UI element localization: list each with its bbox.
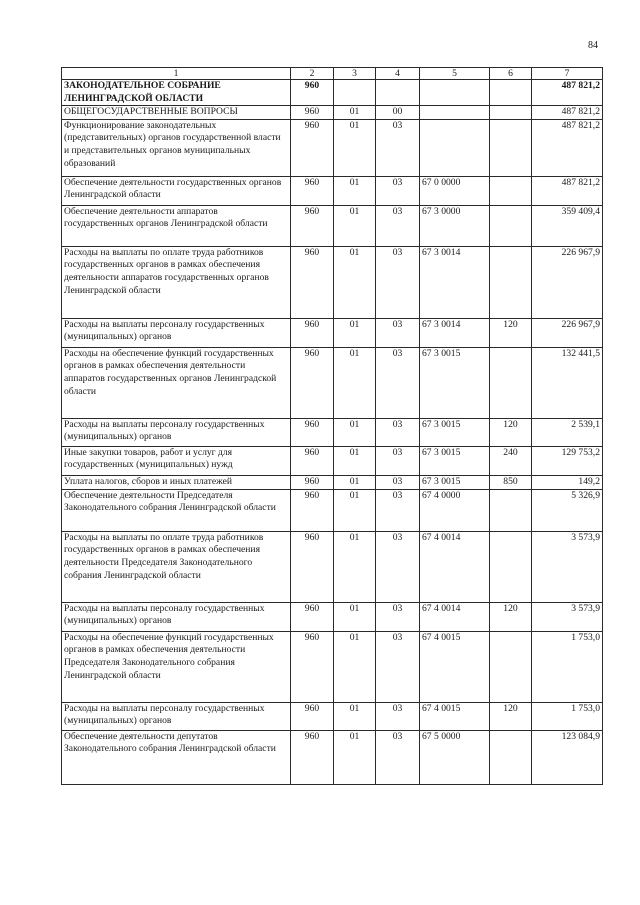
row-c7-cell: 123 084,9 bbox=[532, 730, 603, 784]
header-cell: 5 bbox=[420, 68, 490, 80]
row-c7-cell: 3 573,9 bbox=[532, 531, 603, 602]
row-c4-cell: 03 bbox=[376, 702, 420, 730]
row-c6-cell bbox=[490, 631, 532, 702]
row-c4-cell: 03 bbox=[376, 631, 420, 702]
row-name-cell: Обеспечение деятельности аппаратов государственных органов Ленинградской области bbox=[62, 205, 291, 246]
row-c6-cell: 120 bbox=[490, 702, 532, 730]
row-c4-cell: 03 bbox=[376, 446, 420, 475]
row-c5-cell: 67 4 0014 bbox=[420, 602, 490, 631]
row-c3-cell: 01 bbox=[334, 119, 376, 176]
row-c3-cell: 01 bbox=[334, 602, 376, 631]
row-c4-cell: 03 bbox=[376, 531, 420, 602]
row-c7-cell: 1 753,0 bbox=[532, 702, 603, 730]
row-c7-cell: 132 441,5 bbox=[532, 347, 603, 418]
row-c4-cell: 03 bbox=[376, 730, 420, 784]
row-c2-cell: 960 bbox=[291, 475, 334, 489]
row-name-cell: Расходы на выплаты по оплате труда работников государственных органов в рамках обеспечения деятельности Председателя Законодательного собрания Ленинградской области bbox=[62, 531, 291, 602]
table-row bbox=[62, 631, 603, 702]
row-c3-cell: 01 bbox=[334, 176, 376, 205]
row-name-cell: Иные закупки товаров, работ и услуг для государственных (муниципальных) нужд bbox=[62, 446, 291, 475]
row-c7-cell: 359 409,4 bbox=[532, 205, 603, 246]
row-c5-cell bbox=[420, 119, 490, 176]
row-name-cell: ЗАКОНОДАТЕЛЬНОЕ СОБРАНИЕ ЛЕНИНГРАДСКОЙ ОБЛАСТИ bbox=[62, 80, 291, 106]
row-c5-cell: 67 4 0000 bbox=[420, 489, 490, 531]
row-c7-cell: 129 753,2 bbox=[532, 446, 603, 475]
row-c3-cell: 01 bbox=[334, 205, 376, 246]
row-c2-cell: 960 bbox=[291, 730, 334, 784]
row-c5-cell: 67 5 0000 bbox=[420, 730, 490, 784]
row-c6-cell bbox=[490, 176, 532, 205]
row-c5-cell: 67 3 0015 bbox=[420, 418, 490, 446]
row-c3-cell: 01 bbox=[334, 631, 376, 702]
row-c2-cell: 960 bbox=[291, 446, 334, 475]
row-c4-cell: 03 bbox=[376, 475, 420, 489]
table-row bbox=[62, 119, 603, 176]
row-c6-cell bbox=[490, 246, 532, 318]
row-c7-cell: 1 753,0 bbox=[532, 631, 603, 702]
row-c4-cell: 03 bbox=[376, 347, 420, 418]
row-c7-cell: 226 967,9 bbox=[532, 246, 603, 318]
row-c3-cell bbox=[334, 80, 376, 106]
row-c5-cell: 67 3 0015 bbox=[420, 347, 490, 418]
table-row bbox=[62, 489, 603, 531]
row-c5-cell: 67 4 0014 bbox=[420, 531, 490, 602]
row-c7-cell: 5 326,9 bbox=[532, 489, 603, 531]
row-name-cell: Расходы на выплаты персоналу государственных (муниципальных) органов bbox=[62, 318, 291, 347]
row-c7-cell: 226 967,9 bbox=[532, 318, 603, 347]
row-c7-cell: 2 539,1 bbox=[532, 418, 603, 446]
row-c3-cell: 01 bbox=[334, 531, 376, 602]
row-c5-cell: 67 3 0014 bbox=[420, 318, 490, 347]
row-c4-cell: 00 bbox=[376, 106, 420, 120]
row-c2-cell: 960 bbox=[291, 205, 334, 246]
row-c3-cell: 01 bbox=[334, 318, 376, 347]
table-row bbox=[62, 318, 603, 347]
row-name-cell: ОБЩЕГОСУДАРСТВЕННЫЕ ВОПРОСЫ bbox=[62, 106, 291, 120]
row-c5-cell: 67 3 0015 bbox=[420, 475, 490, 489]
row-c3-cell: 01 bbox=[334, 475, 376, 489]
row-c7-cell: 487 821,2 bbox=[532, 80, 603, 106]
row-c5-cell: 67 4 0015 bbox=[420, 702, 490, 730]
row-name-cell: Уплата налогов, сборов и иных платежей bbox=[62, 475, 291, 489]
row-c3-cell: 01 bbox=[334, 418, 376, 446]
row-c2-cell: 960 bbox=[291, 318, 334, 347]
header-cell: 4 bbox=[376, 68, 420, 80]
row-c7-cell: 149,2 bbox=[532, 475, 603, 489]
row-c4-cell: 03 bbox=[376, 119, 420, 176]
row-c2-cell: 960 bbox=[291, 602, 334, 631]
row-c5-cell bbox=[420, 80, 490, 106]
table-row bbox=[62, 475, 603, 489]
table-row bbox=[62, 80, 603, 106]
row-c6-cell: 120 bbox=[490, 418, 532, 446]
row-c5-cell: 67 0 0000 bbox=[420, 176, 490, 205]
row-c2-cell: 960 bbox=[291, 106, 334, 120]
row-c2-cell: 960 bbox=[291, 119, 334, 176]
row-c7-cell: 487 821,2 bbox=[532, 119, 603, 176]
table-row bbox=[62, 106, 603, 120]
row-c6-cell bbox=[490, 531, 532, 602]
row-c7-cell: 487 821,2 bbox=[532, 176, 603, 205]
row-c3-cell: 01 bbox=[334, 246, 376, 318]
row-c6-cell bbox=[490, 205, 532, 246]
row-c6-cell: 850 bbox=[490, 475, 532, 489]
row-c6-cell bbox=[490, 489, 532, 531]
row-c6-cell bbox=[490, 119, 532, 176]
row-name-cell: Расходы на выплаты персоналу государственных (муниципальных) органов bbox=[62, 418, 291, 446]
table-row bbox=[62, 418, 603, 446]
row-c2-cell: 960 bbox=[291, 489, 334, 531]
row-c6-cell: 120 bbox=[490, 602, 532, 631]
row-c2-cell: 960 bbox=[291, 531, 334, 602]
row-c2-cell: 960 bbox=[291, 176, 334, 205]
row-c2-cell: 960 bbox=[291, 347, 334, 418]
table-row bbox=[62, 347, 603, 418]
table-row bbox=[62, 602, 603, 631]
row-name-cell: Функционирование законодательных (представительных) органов государственной власти и представительных органов муниципальных образований bbox=[62, 119, 291, 176]
row-c2-cell: 960 bbox=[291, 418, 334, 446]
header-row bbox=[62, 68, 603, 80]
row-c7-cell: 487 821,2 bbox=[532, 106, 603, 120]
row-c3-cell: 01 bbox=[334, 730, 376, 784]
row-c3-cell: 01 bbox=[334, 106, 376, 120]
row-c6-cell bbox=[490, 730, 532, 784]
row-c7-cell: 3 573,9 bbox=[532, 602, 603, 631]
row-c4-cell: 03 bbox=[376, 489, 420, 531]
row-c3-cell: 01 bbox=[334, 347, 376, 418]
page-number: 84 bbox=[588, 40, 598, 51]
row-c4-cell: 03 bbox=[376, 318, 420, 347]
row-c6-cell bbox=[490, 106, 532, 120]
row-c5-cell: 67 3 0000 bbox=[420, 205, 490, 246]
row-c2-cell: 960 bbox=[291, 246, 334, 318]
budget-table bbox=[61, 67, 603, 785]
table-row bbox=[62, 446, 603, 475]
row-name-cell: Обеспечение деятельности Председателя Законодательного собрания Ленинградской области bbox=[62, 489, 291, 531]
header-cell: 2 bbox=[291, 68, 334, 80]
header-cell: 3 bbox=[334, 68, 376, 80]
row-name-cell: Расходы на обеспечение функций государственных органов в рамках обеспечения деятельности аппаратов государственных органов Ленинградской области bbox=[62, 347, 291, 418]
row-c5-cell: 67 4 0015 bbox=[420, 631, 490, 702]
row-c2-cell: 960 bbox=[291, 631, 334, 702]
row-c4-cell: 03 bbox=[376, 176, 420, 205]
row-name-cell: Расходы на выплаты персоналу государственных (муниципальных) органов bbox=[62, 702, 291, 730]
row-name-cell: Обеспечение деятельности государственных органов Ленинградской области bbox=[62, 176, 291, 205]
table-row bbox=[62, 176, 603, 205]
table-row bbox=[62, 205, 603, 246]
row-c5-cell bbox=[420, 106, 490, 120]
row-c2-cell: 960 bbox=[291, 702, 334, 730]
row-c4-cell: 03 bbox=[376, 602, 420, 631]
row-c4-cell: 03 bbox=[376, 246, 420, 318]
row-c4-cell bbox=[376, 80, 420, 106]
header-cell: 7 bbox=[532, 68, 603, 80]
row-c5-cell: 67 3 0015 bbox=[420, 446, 490, 475]
row-c6-cell: 120 bbox=[490, 318, 532, 347]
row-c2-cell: 960 bbox=[291, 80, 334, 106]
row-c4-cell: 03 bbox=[376, 418, 420, 446]
table-row bbox=[62, 702, 603, 730]
row-c3-cell: 01 bbox=[334, 702, 376, 730]
row-name-cell: Обеспечение деятельности депутатов Законодательного собрания Ленинградской области bbox=[62, 730, 291, 784]
row-c4-cell: 03 bbox=[376, 205, 420, 246]
row-c3-cell: 01 bbox=[334, 489, 376, 531]
row-c6-cell: 240 bbox=[490, 446, 532, 475]
row-c6-cell bbox=[490, 80, 532, 106]
header-cell: 6 bbox=[490, 68, 532, 80]
row-c5-cell: 67 3 0014 bbox=[420, 246, 490, 318]
table-row bbox=[62, 246, 603, 318]
table-row bbox=[62, 531, 603, 602]
header-cell: 1 bbox=[62, 68, 291, 80]
row-name-cell: Расходы на обеспечение функций государственных органов в рамках обеспечения деятельности Председателя Законодательного собрания Ленинградской области bbox=[62, 631, 291, 702]
table-row bbox=[62, 730, 603, 784]
row-name-cell: Расходы на выплаты персоналу государственных (муниципальных) органов bbox=[62, 602, 291, 631]
row-name-cell: Расходы на выплаты по оплате труда работников государственных органов в рамках обеспечения деятельности аппаратов государственных органов Ленинградской области bbox=[62, 246, 291, 318]
row-c3-cell: 01 bbox=[334, 446, 376, 475]
row-c6-cell bbox=[490, 347, 532, 418]
